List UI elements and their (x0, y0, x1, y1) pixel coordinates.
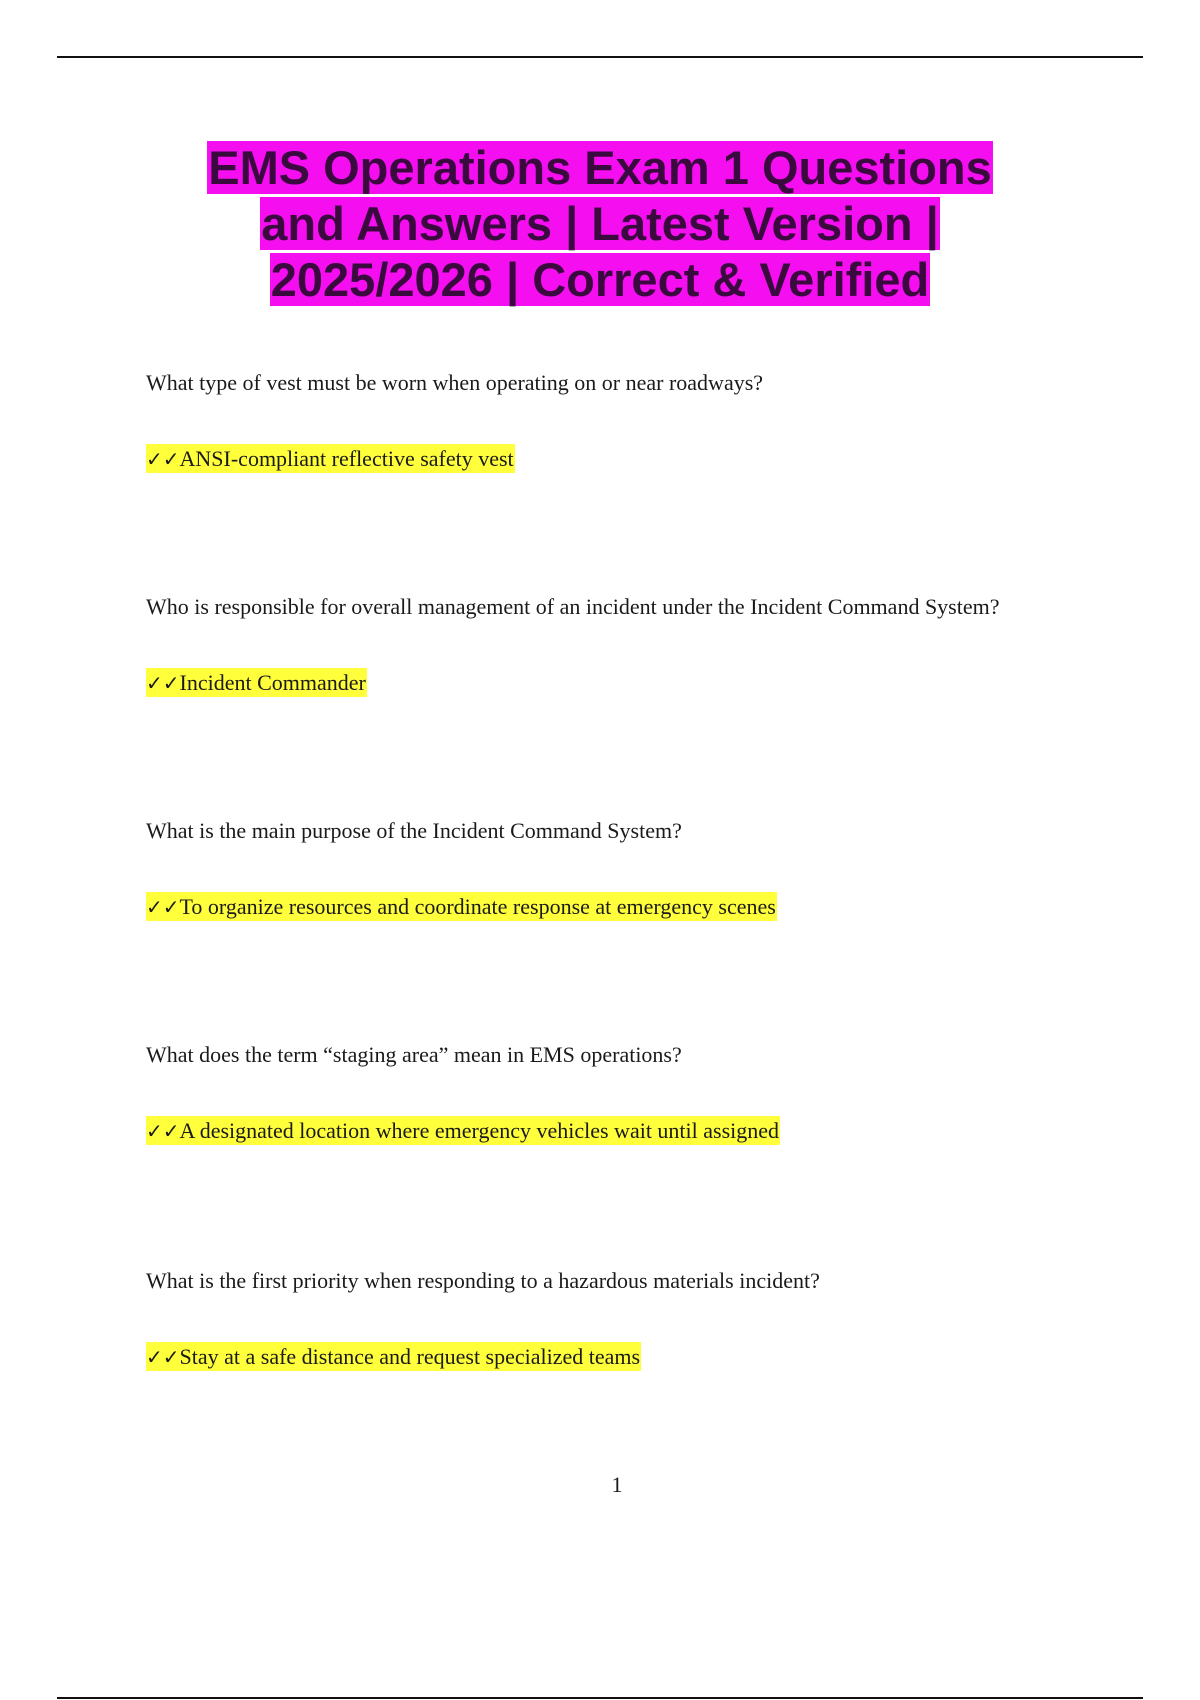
question-text: What is the first priority when responding to a hazardous materials incident? (146, 1268, 820, 1293)
double-check-icon: ✓✓ (146, 1345, 180, 1369)
answer-label: ANSI-compliant reflective safety vest (179, 446, 514, 471)
answer-highlight (146, 1116, 780, 1145)
answer-highlight (146, 1342, 641, 1371)
qa-item-3 (146, 818, 1146, 919)
answer-highlight (146, 668, 367, 697)
answer-text (146, 446, 515, 472)
answer-text (146, 894, 777, 920)
double-check-icon: ✓✓ (146, 1119, 180, 1143)
question-text: What is the main purpose of the Incident Command System? (146, 818, 682, 843)
answer-text (146, 670, 367, 696)
answer-highlight (146, 444, 515, 473)
title-line-2: and Answers | Latest Version | (261, 197, 939, 250)
answer-highlight (146, 892, 777, 921)
title-line-3: 2025/2026 | Correct & Verified (270, 253, 930, 306)
question-text: Who is responsible for overall management of an incident under the Incident Command System? (146, 594, 1000, 619)
qa-item-5 (146, 1268, 1146, 1369)
top-rule (57, 56, 1143, 58)
bottom-rule (57, 1697, 1143, 1699)
double-check-icon: ✓✓ (146, 895, 180, 919)
qa-item-2 (146, 594, 1146, 695)
answer-label: Stay at a safe distance and request specialized teams (179, 1344, 641, 1369)
title-line-1: EMS Operations Exam 1 Questions (208, 141, 992, 194)
question-text: What type of vest must be worn when operating on or near roadways? (146, 370, 764, 395)
answer-label: A designated location where emergency vehicles wait until assigned (179, 1118, 780, 1143)
answer-text (146, 1344, 641, 1370)
question-text: What does the term “staging area” mean in EMS operations? (146, 1042, 682, 1067)
document-title (150, 140, 1050, 308)
qa-item-1 (146, 370, 1146, 471)
double-check-icon: ✓✓ (146, 671, 180, 695)
answer-text (146, 1118, 780, 1144)
page-number: 1 (611, 1472, 623, 1497)
qa-item-4 (146, 1042, 1146, 1143)
double-check-icon: ✓✓ (146, 447, 180, 471)
answer-label: Incident Commander (179, 670, 366, 695)
answer-label: To organize resources and coordinate response at emergency scenes (179, 894, 776, 919)
